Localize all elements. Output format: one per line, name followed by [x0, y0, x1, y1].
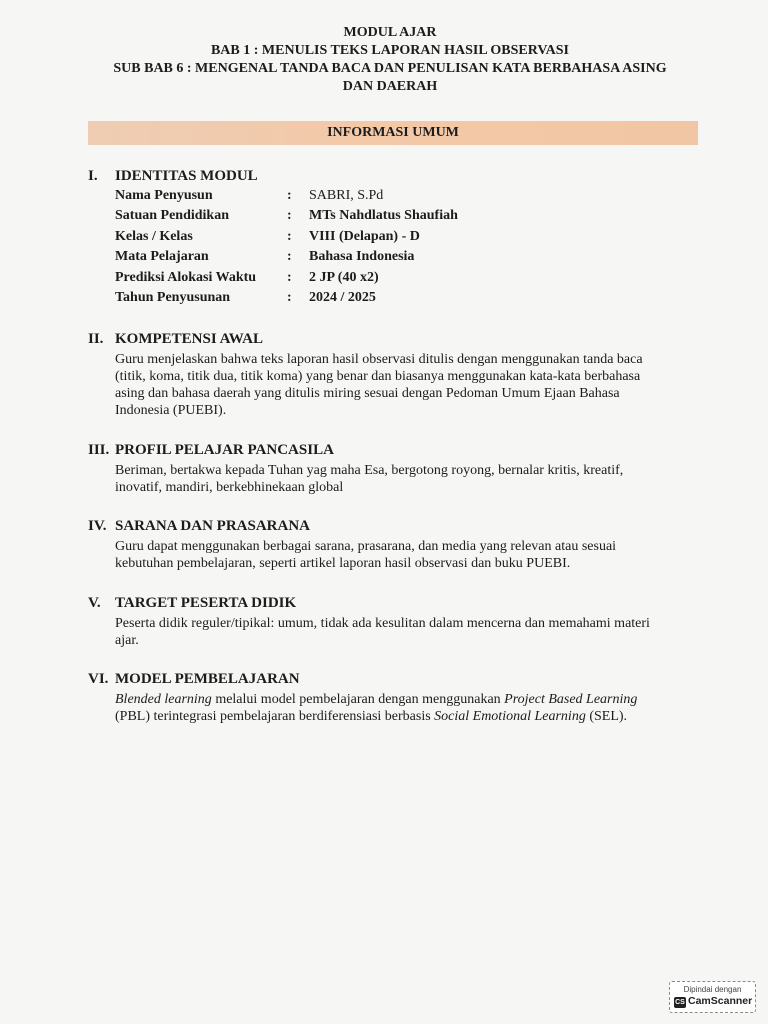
section-heading	[88, 167, 700, 185]
section-heading	[88, 594, 700, 612]
identity-row	[115, 206, 700, 226]
section-body	[115, 351, 700, 419]
identity-table	[115, 186, 700, 308]
body-line: Peserta didik reguler/tipikal: umum, tidak ada kesulitan dalam mencerna dan memahami materi	[115, 616, 650, 631]
camscanner-logo-icon: CS	[675, 999, 685, 1006]
section-title: IDENTITAS MODUL	[115, 168, 258, 184]
body-text: (SEL).	[585, 709, 628, 724]
section-sarana	[88, 517, 700, 572]
body-text: melalui model pembelajaran dengan menggunakan	[211, 692, 505, 707]
stamp-brand: CamScanner	[688, 995, 753, 1007]
section-heading	[88, 330, 700, 348]
identity-colon: :	[287, 269, 292, 285]
header-subchapter-cont: DAN DAERAH	[342, 79, 438, 94]
italic-term: Blended learning	[115, 692, 212, 707]
section-body	[115, 538, 700, 572]
section-title: TARGET PESERTA DIDIK	[115, 595, 297, 611]
identity-value: VIII (Delapan) - D	[309, 228, 420, 244]
body-line: kebutuhan pembelajaran, seperti artikel laporan hasil observasi dan buku PUEBI.	[115, 556, 571, 571]
section-title: MODEL PEMBELAJARAN	[115, 671, 300, 687]
section-identitas	[88, 167, 700, 308]
section-number: V.	[88, 595, 101, 611]
section-target	[88, 594, 700, 649]
identity-value: Bahasa Indonesia	[309, 249, 415, 265]
identity-row	[115, 247, 700, 267]
italic-term: Social Emotional Learning	[434, 709, 586, 724]
identity-colon: :	[287, 228, 292, 244]
stamp-caption: Dipindai dengan	[683, 985, 742, 994]
camscanner-stamp	[669, 981, 756, 1013]
section-number: VI.	[88, 671, 109, 687]
body-line	[115, 691, 700, 708]
body-line: Guru dapat menggunakan berbagai sarana, prasarana, dan media yang relevan atau sesuai	[115, 539, 617, 554]
identity-label: Tahun Penyusunan	[115, 289, 231, 305]
body-line: Beriman, bertakwa kepada Tuhan yag maha Esa, bergotong royong, bernalar kritis, kreatif,	[115, 463, 624, 478]
body-line: Guru menjelaskan bahwa teks laporan hasil observasi ditulis dengan menggunakan tanda baca	[115, 352, 643, 367]
identity-label: Nama Penyusun	[115, 188, 213, 203]
info-banner: INFORMASI UMUM	[88, 121, 698, 145]
identity-row	[115, 288, 700, 308]
body-line: Indonesia (PUEBI).	[115, 403, 227, 418]
identity-value: MTs Nahdlatus Shaufiah	[309, 208, 458, 224]
body-line: ajar.	[115, 633, 139, 648]
section-number: I.	[88, 168, 98, 184]
identity-value: 2 JP (40 x2)	[309, 269, 379, 285]
section-body	[115, 691, 700, 725]
header-subchapter: SUB BAB 6 : MENGENAL TANDA BACA DAN PENULISAN KATA BERBAHASA ASING	[113, 61, 667, 76]
identity-value: SABRI, S.Pd	[309, 188, 384, 203]
section-model	[88, 670, 700, 725]
section-heading	[88, 517, 700, 535]
body-line: asing dan bahasa daerah yang ditulis miring sesuai dengan Pedoman Umum Ejaan Bahasa	[115, 386, 620, 401]
section-body	[115, 615, 700, 649]
identity-colon: :	[287, 188, 292, 203]
italic-term: Project Based Learning	[504, 692, 638, 707]
identity-value: 2024 / 2025	[309, 289, 376, 305]
section-heading	[88, 670, 700, 688]
body-line: (titik, koma, titik dua, titik koma) yang benar dan biasanya menggunakan kata-kata berbahasa	[115, 369, 641, 384]
section-number: III.	[88, 442, 110, 458]
body-text: (PBL) terintegrasi pembelajaran berdiferensiasi berbasis	[115, 709, 435, 724]
identity-colon: :	[287, 289, 292, 305]
section-kompetensi	[88, 330, 700, 419]
section-title: SARANA DAN PRASARANA	[115, 518, 311, 534]
identity-row	[115, 186, 700, 206]
section-heading	[88, 441, 700, 459]
section-title: KOMPETENSI AWAL	[115, 331, 263, 347]
header-title: MODUL AJAR	[343, 25, 437, 40]
identity-row	[115, 227, 700, 247]
section-number: II.	[88, 331, 104, 347]
body-line	[115, 708, 700, 725]
identity-label: Kelas / Kelas	[115, 228, 193, 244]
body-line: inovatif, mandiri, berkebhinekaan global	[115, 480, 344, 495]
section-body	[115, 462, 700, 496]
document-header	[60, 24, 720, 96]
section-title: PROFIL PELAJAR PANCASILA	[115, 442, 334, 458]
header-chapter: BAB 1 : MENULIS TEKS LAPORAN HASIL OBSERVASI	[210, 43, 570, 58]
identity-row	[115, 268, 700, 288]
identity-colon: :	[287, 208, 292, 224]
section-profil	[88, 441, 700, 496]
identity-colon: :	[287, 249, 292, 265]
section-number: IV.	[88, 518, 107, 534]
identity-label: Satuan Pendidikan	[115, 208, 229, 224]
identity-label: Mata Pelajaran	[115, 249, 209, 265]
identity-label: Prediksi Alokasi Waktu	[115, 269, 257, 285]
